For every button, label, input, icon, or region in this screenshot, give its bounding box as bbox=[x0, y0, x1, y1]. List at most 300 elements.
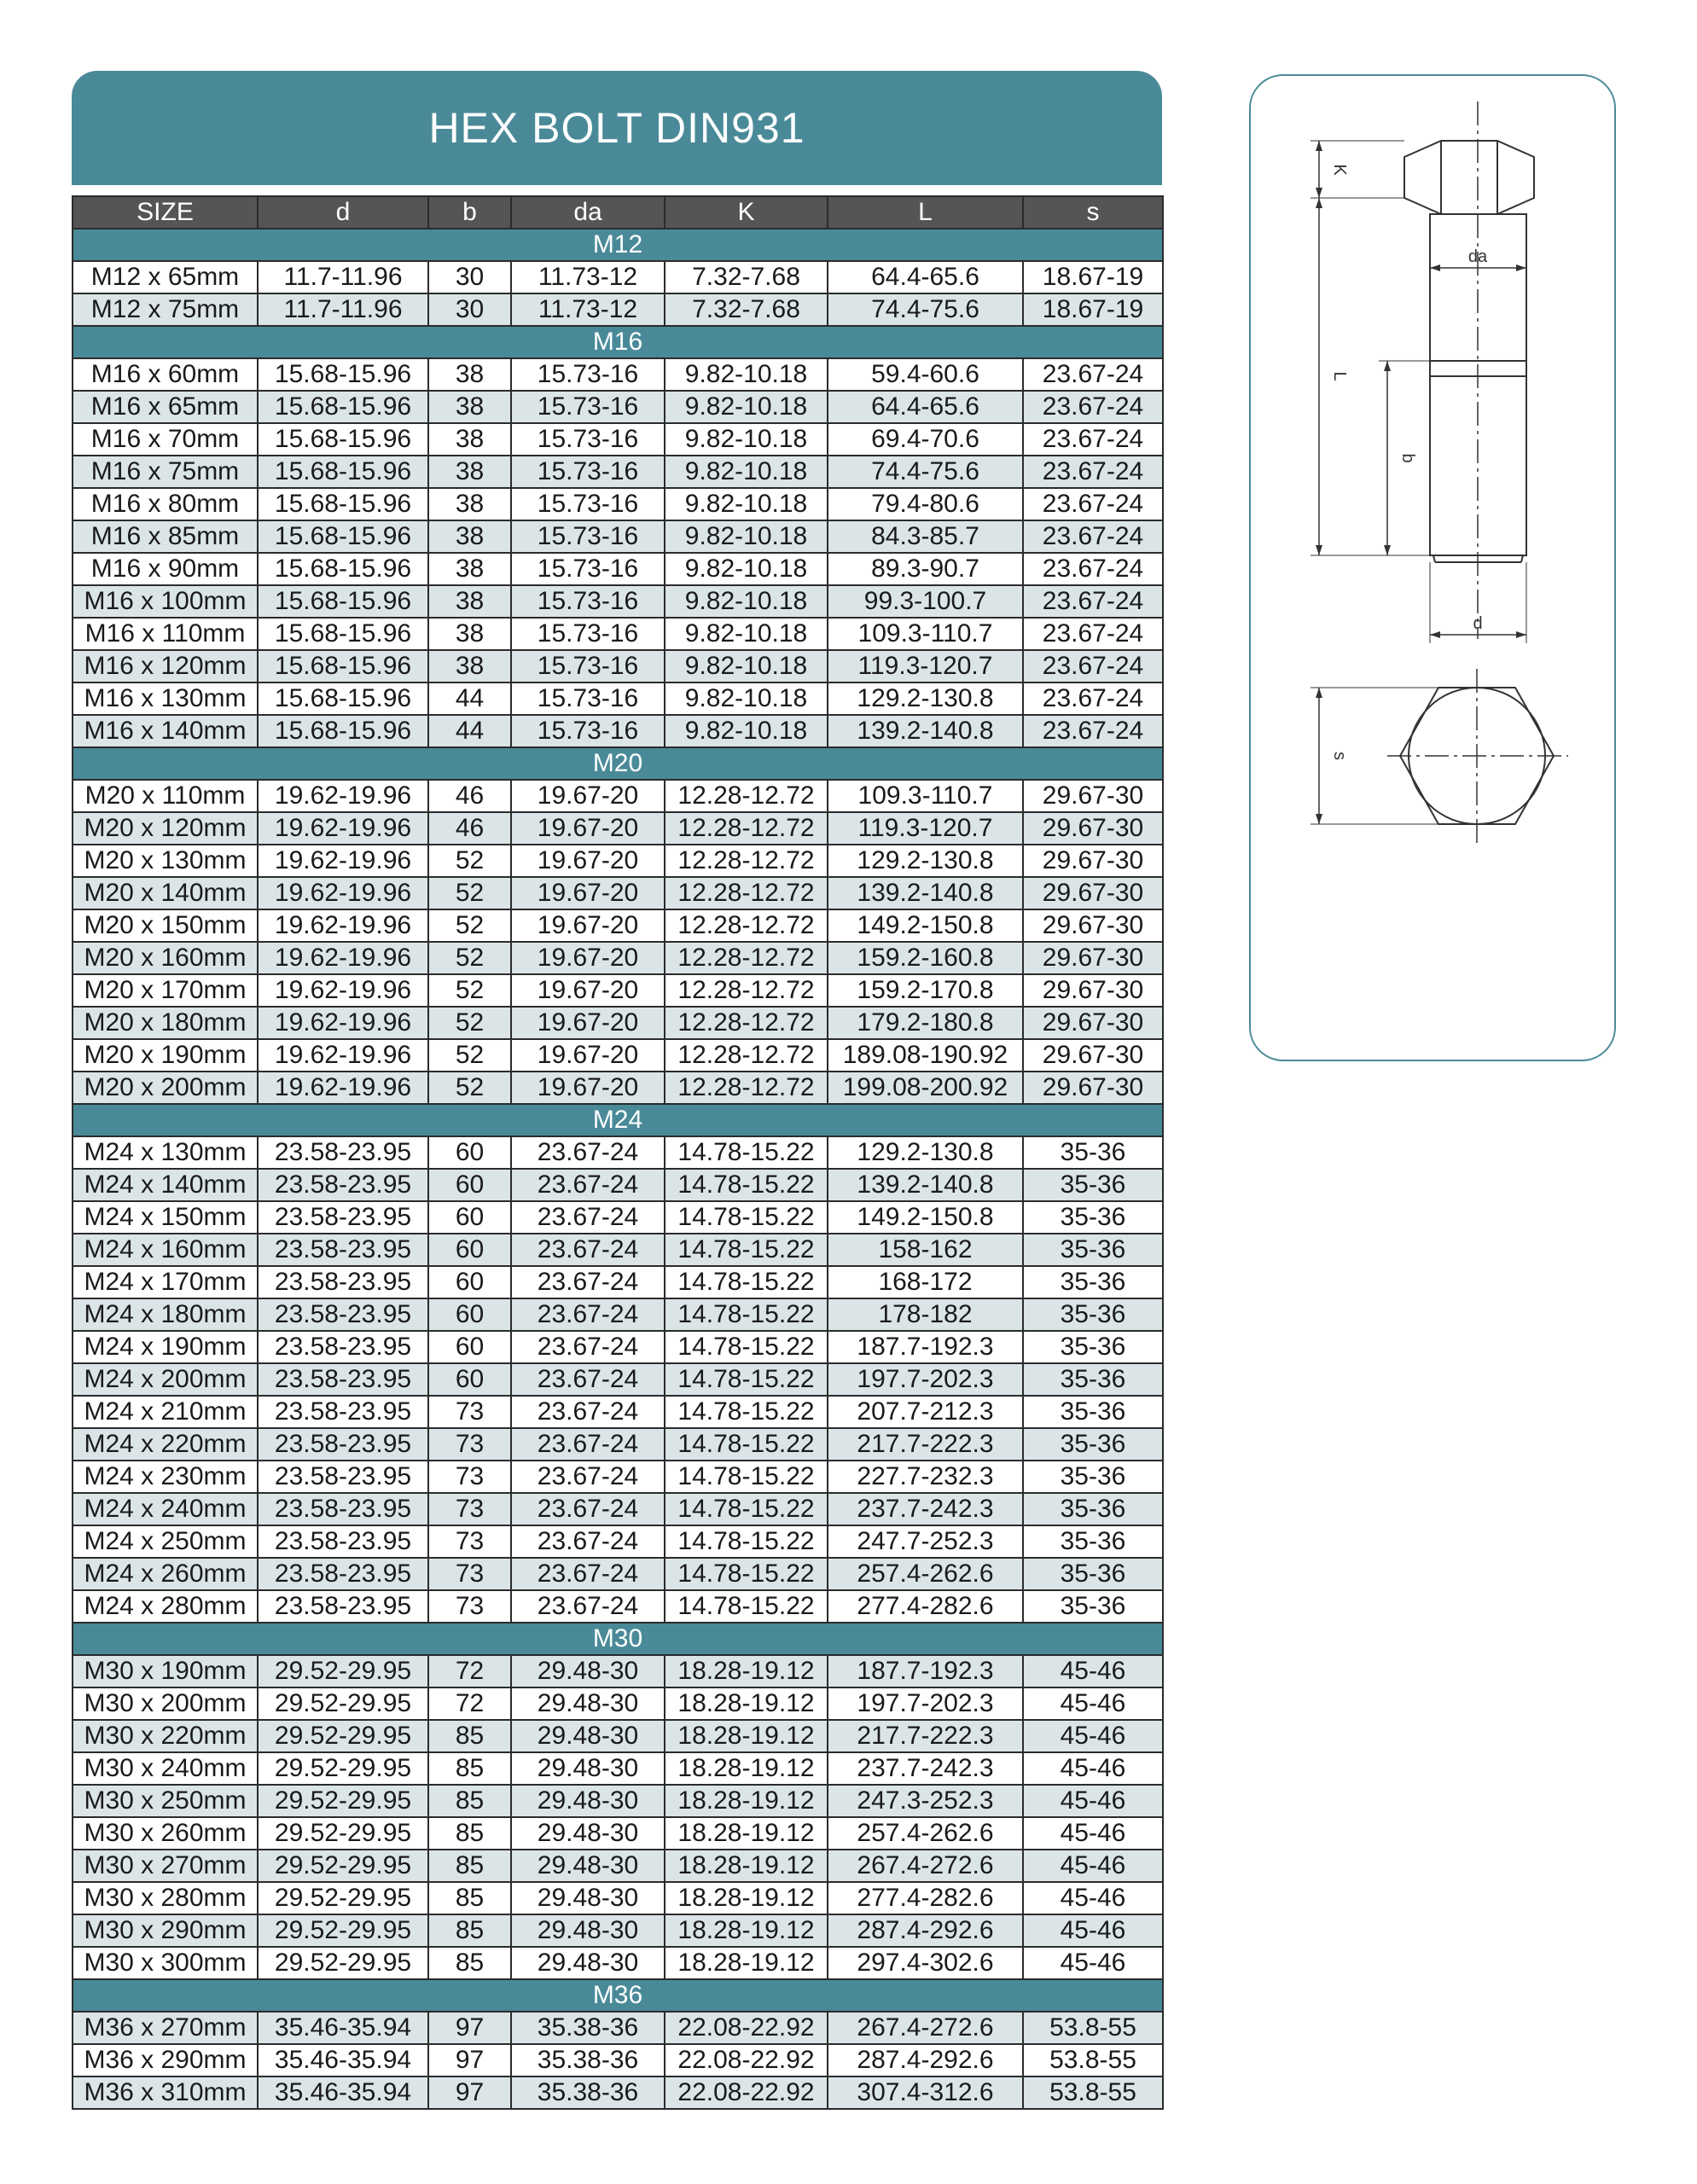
table-row bbox=[73, 2012, 1163, 2044]
col-header-b: b bbox=[428, 196, 511, 229]
cell-k: 12.28-12.72 bbox=[665, 877, 828, 909]
cell-d: 19.62-19.96 bbox=[258, 780, 428, 812]
cell-l: 119.3-120.7 bbox=[828, 650, 1023, 682]
cell-k: 14.78-15.22 bbox=[665, 1493, 828, 1525]
cell-s: 29.67-30 bbox=[1023, 1072, 1163, 1104]
cell-k: 14.78-15.22 bbox=[665, 1525, 828, 1558]
cell-da: 23.67-24 bbox=[511, 1266, 665, 1298]
cell-k: 12.28-12.72 bbox=[665, 780, 828, 812]
cell-k: 22.08-22.92 bbox=[665, 2044, 828, 2077]
cell-s: 29.67-30 bbox=[1023, 1039, 1163, 1072]
cell-s: 23.67-24 bbox=[1023, 391, 1163, 423]
dim-label-l: L bbox=[1330, 371, 1349, 381]
cell-d: 19.62-19.96 bbox=[258, 877, 428, 909]
col-header-d: d bbox=[258, 196, 428, 229]
cell-k: 7.32-7.68 bbox=[665, 293, 828, 326]
cell-size: M20 x 200mm bbox=[73, 1072, 258, 1104]
cell-d: 23.58-23.95 bbox=[258, 1234, 428, 1266]
cell-l: 64.4-65.6 bbox=[828, 391, 1023, 423]
cell-s: 35-36 bbox=[1023, 1525, 1163, 1558]
cell-da: 15.73-16 bbox=[511, 715, 665, 747]
cell-b: 85 bbox=[428, 1817, 511, 1850]
cell-k: 9.82-10.18 bbox=[665, 456, 828, 488]
cell-k: 18.28-19.12 bbox=[665, 1720, 828, 1752]
cell-s: 35-36 bbox=[1023, 1266, 1163, 1298]
cell-d: 19.62-19.96 bbox=[258, 974, 428, 1007]
cell-b: 52 bbox=[428, 845, 511, 877]
cell-k: 14.78-15.22 bbox=[665, 1590, 828, 1623]
cell-da: 29.48-30 bbox=[511, 1817, 665, 1850]
cell-d: 19.62-19.96 bbox=[258, 1039, 428, 1072]
cell-d: 29.52-29.95 bbox=[258, 1914, 428, 1947]
group-header-row bbox=[73, 326, 1163, 358]
cell-da: 19.67-20 bbox=[511, 974, 665, 1007]
cell-size: M30 x 300mm bbox=[73, 1947, 258, 1979]
cell-d: 29.52-29.95 bbox=[258, 1850, 428, 1882]
table-row bbox=[73, 682, 1163, 715]
cell-b: 52 bbox=[428, 942, 511, 974]
cell-b: 60 bbox=[428, 1363, 511, 1396]
cell-b: 30 bbox=[428, 261, 511, 293]
table-row bbox=[73, 488, 1163, 520]
cell-size: M30 x 290mm bbox=[73, 1914, 258, 1947]
cell-b: 52 bbox=[428, 1007, 511, 1039]
cell-size: M16 x 130mm bbox=[73, 682, 258, 715]
cell-s: 18.67-19 bbox=[1023, 293, 1163, 326]
cell-k: 9.82-10.18 bbox=[665, 520, 828, 553]
cell-s: 23.67-24 bbox=[1023, 553, 1163, 585]
cell-s: 23.67-24 bbox=[1023, 585, 1163, 618]
group-header-row bbox=[73, 1623, 1163, 1655]
cell-k: 14.78-15.22 bbox=[665, 1234, 828, 1266]
cell-b: 52 bbox=[428, 974, 511, 1007]
group-header-row bbox=[73, 747, 1163, 780]
cell-k: 18.28-19.12 bbox=[665, 1817, 828, 1850]
cell-da: 35.38-36 bbox=[511, 2077, 665, 2109]
cell-l: 139.2-140.8 bbox=[828, 1169, 1023, 1201]
cell-k: 14.78-15.22 bbox=[665, 1136, 828, 1169]
cell-l: 74.4-75.6 bbox=[828, 456, 1023, 488]
cell-b: 97 bbox=[428, 2044, 511, 2077]
dim-label-s: s bbox=[1330, 752, 1349, 760]
cell-k: 18.28-19.12 bbox=[665, 1655, 828, 1687]
cell-da: 19.67-20 bbox=[511, 1007, 665, 1039]
cell-size: M30 x 250mm bbox=[73, 1785, 258, 1817]
cell-d: 23.58-23.95 bbox=[258, 1461, 428, 1493]
cell-s: 45-46 bbox=[1023, 1914, 1163, 1947]
cell-size: M24 x 190mm bbox=[73, 1331, 258, 1363]
table-row bbox=[73, 1428, 1163, 1461]
cell-k: 9.82-10.18 bbox=[665, 488, 828, 520]
table-row bbox=[73, 358, 1163, 391]
cell-d: 15.68-15.96 bbox=[258, 618, 428, 650]
cell-s: 29.67-30 bbox=[1023, 877, 1163, 909]
table-row bbox=[73, 585, 1163, 618]
cell-size: M16 x 65mm bbox=[73, 391, 258, 423]
title-banner bbox=[72, 71, 1162, 185]
cell-b: 44 bbox=[428, 682, 511, 715]
cell-b: 46 bbox=[428, 812, 511, 845]
cell-d: 15.68-15.96 bbox=[258, 585, 428, 618]
cell-size: M20 x 190mm bbox=[73, 1039, 258, 1072]
table-row bbox=[73, 1136, 1163, 1169]
cell-k: 12.28-12.72 bbox=[665, 845, 828, 877]
cell-l: 187.7-192.3 bbox=[828, 1331, 1023, 1363]
cell-l: 247.7-252.3 bbox=[828, 1525, 1023, 1558]
cell-size: M24 x 240mm bbox=[73, 1493, 258, 1525]
cell-da: 35.38-36 bbox=[511, 2012, 665, 2044]
cell-size: M30 x 190mm bbox=[73, 1655, 258, 1687]
group-title: M12 bbox=[73, 229, 1163, 261]
dim-label-da: da bbox=[1467, 247, 1488, 266]
cell-b: 44 bbox=[428, 715, 511, 747]
cell-s: 35-36 bbox=[1023, 1201, 1163, 1234]
cell-l: 149.2-150.8 bbox=[828, 909, 1023, 942]
cell-l: 247.3-252.3 bbox=[828, 1785, 1023, 1817]
cell-s: 23.67-24 bbox=[1023, 488, 1163, 520]
table-row bbox=[73, 1396, 1163, 1428]
cell-b: 38 bbox=[428, 456, 511, 488]
cell-da: 23.67-24 bbox=[511, 1396, 665, 1428]
cell-k: 12.28-12.72 bbox=[665, 1007, 828, 1039]
cell-l: 277.4-282.6 bbox=[828, 1590, 1023, 1623]
table-row bbox=[73, 1461, 1163, 1493]
cell-b: 97 bbox=[428, 2012, 511, 2044]
cell-l: 227.7-232.3 bbox=[828, 1461, 1023, 1493]
cell-d: 29.52-29.95 bbox=[258, 1720, 428, 1752]
cell-size: M30 x 200mm bbox=[73, 1687, 258, 1720]
table-row bbox=[73, 1201, 1163, 1234]
table-row bbox=[73, 1785, 1163, 1817]
cell-l: 74.4-75.6 bbox=[828, 293, 1023, 326]
cell-l: 149.2-150.8 bbox=[828, 1201, 1023, 1234]
cell-d: 11.7-11.96 bbox=[258, 293, 428, 326]
table-row bbox=[73, 423, 1163, 456]
cell-size: M24 x 200mm bbox=[73, 1363, 258, 1396]
cell-s: 35-36 bbox=[1023, 1331, 1163, 1363]
table-row bbox=[73, 650, 1163, 682]
cell-da: 11.73-12 bbox=[511, 293, 665, 326]
cell-b: 85 bbox=[428, 1947, 511, 1979]
cell-size: M16 x 60mm bbox=[73, 358, 258, 391]
cell-da: 23.67-24 bbox=[511, 1136, 665, 1169]
table-row bbox=[73, 1590, 1163, 1623]
cell-l: 187.7-192.3 bbox=[828, 1655, 1023, 1687]
cell-k: 18.28-19.12 bbox=[665, 1850, 828, 1882]
cell-d: 15.68-15.96 bbox=[258, 520, 428, 553]
cell-da: 29.48-30 bbox=[511, 1752, 665, 1785]
cell-s: 29.67-30 bbox=[1023, 845, 1163, 877]
cell-d: 23.58-23.95 bbox=[258, 1136, 428, 1169]
table-row bbox=[73, 1007, 1163, 1039]
cell-l: 237.7-242.3 bbox=[828, 1752, 1023, 1785]
cell-size: M20 x 170mm bbox=[73, 974, 258, 1007]
cell-b: 60 bbox=[428, 1234, 511, 1266]
cell-k: 18.28-19.12 bbox=[665, 1882, 828, 1914]
table-row bbox=[73, 1169, 1163, 1201]
cell-d: 11.7-11.96 bbox=[258, 261, 428, 293]
cell-da: 29.48-30 bbox=[511, 1882, 665, 1914]
cell-s: 35-36 bbox=[1023, 1590, 1163, 1623]
cell-d: 35.46-35.94 bbox=[258, 2077, 428, 2109]
cell-s: 29.67-30 bbox=[1023, 812, 1163, 845]
cell-k: 18.28-19.12 bbox=[665, 1687, 828, 1720]
cell-s: 45-46 bbox=[1023, 1752, 1163, 1785]
cell-l: 64.4-65.6 bbox=[828, 261, 1023, 293]
cell-size: M24 x 150mm bbox=[73, 1201, 258, 1234]
cell-s: 35-36 bbox=[1023, 1493, 1163, 1525]
cell-l: 79.4-80.6 bbox=[828, 488, 1023, 520]
cell-k: 14.78-15.22 bbox=[665, 1428, 828, 1461]
cell-d: 19.62-19.96 bbox=[258, 845, 428, 877]
cell-d: 19.62-19.96 bbox=[258, 909, 428, 942]
table-row bbox=[73, 293, 1163, 326]
cell-s: 45-46 bbox=[1023, 1720, 1163, 1752]
cell-l: 119.3-120.7 bbox=[828, 812, 1023, 845]
cell-k: 14.78-15.22 bbox=[665, 1363, 828, 1396]
cell-b: 52 bbox=[428, 909, 511, 942]
cell-d: 23.58-23.95 bbox=[258, 1331, 428, 1363]
table-row bbox=[73, 715, 1163, 747]
cell-size: M36 x 290mm bbox=[73, 2044, 258, 2077]
cell-k: 9.82-10.18 bbox=[665, 358, 828, 391]
bolt-diagram bbox=[1249, 74, 1616, 1061]
bolt-head-shape bbox=[1404, 141, 1534, 214]
cell-da: 29.48-30 bbox=[511, 1947, 665, 1979]
group-title: M36 bbox=[73, 1979, 1163, 2012]
cell-s: 23.67-24 bbox=[1023, 423, 1163, 456]
cell-size: M24 x 230mm bbox=[73, 1461, 258, 1493]
cell-s: 45-46 bbox=[1023, 1850, 1163, 1882]
cell-l: 129.2-130.8 bbox=[828, 682, 1023, 715]
cell-s: 35-36 bbox=[1023, 1363, 1163, 1396]
table-row bbox=[73, 1752, 1163, 1785]
table-row bbox=[73, 1720, 1163, 1752]
cell-k: 14.78-15.22 bbox=[665, 1396, 828, 1428]
cell-s: 35-36 bbox=[1023, 1461, 1163, 1493]
cell-d: 15.68-15.96 bbox=[258, 456, 428, 488]
table-row bbox=[73, 261, 1163, 293]
cell-size: M16 x 120mm bbox=[73, 650, 258, 682]
cell-d: 29.52-29.95 bbox=[258, 1752, 428, 1785]
cell-d: 15.68-15.96 bbox=[258, 488, 428, 520]
cell-k: 18.28-19.12 bbox=[665, 1752, 828, 1785]
cell-size: M30 x 260mm bbox=[73, 1817, 258, 1850]
cell-b: 52 bbox=[428, 877, 511, 909]
cell-s: 53.8-55 bbox=[1023, 2077, 1163, 2109]
cell-b: 73 bbox=[428, 1590, 511, 1623]
cell-b: 73 bbox=[428, 1525, 511, 1558]
col-header-k: K bbox=[665, 196, 828, 229]
cell-s: 23.67-24 bbox=[1023, 650, 1163, 682]
cell-s: 23.67-24 bbox=[1023, 456, 1163, 488]
cell-da: 19.67-20 bbox=[511, 1039, 665, 1072]
cell-da: 15.73-16 bbox=[511, 650, 665, 682]
table-row bbox=[73, 1493, 1163, 1525]
cell-l: 84.3-85.7 bbox=[828, 520, 1023, 553]
table-row bbox=[73, 520, 1163, 553]
cell-size: M20 x 110mm bbox=[73, 780, 258, 812]
cell-b: 38 bbox=[428, 488, 511, 520]
cell-b: 73 bbox=[428, 1493, 511, 1525]
cell-l: 139.2-140.8 bbox=[828, 877, 1023, 909]
cell-b: 73 bbox=[428, 1396, 511, 1428]
cell-k: 9.82-10.18 bbox=[665, 715, 828, 747]
cell-k: 14.78-15.22 bbox=[665, 1201, 828, 1234]
cell-size: M30 x 240mm bbox=[73, 1752, 258, 1785]
cell-k: 9.82-10.18 bbox=[665, 423, 828, 456]
cell-k: 12.28-12.72 bbox=[665, 909, 828, 942]
cell-da: 23.67-24 bbox=[511, 1234, 665, 1266]
cell-d: 15.68-15.96 bbox=[258, 358, 428, 391]
cell-d: 23.58-23.95 bbox=[258, 1590, 428, 1623]
cell-da: 19.67-20 bbox=[511, 1072, 665, 1104]
cell-l: 109.3-110.7 bbox=[828, 618, 1023, 650]
cell-b: 85 bbox=[428, 1785, 511, 1817]
cell-s: 29.67-30 bbox=[1023, 909, 1163, 942]
cell-s: 53.8-55 bbox=[1023, 2044, 1163, 2077]
cell-k: 9.82-10.18 bbox=[665, 650, 828, 682]
cell-l: 307.4-312.6 bbox=[828, 2077, 1023, 2109]
table-row bbox=[73, 618, 1163, 650]
cell-d: 15.68-15.96 bbox=[258, 715, 428, 747]
cell-b: 85 bbox=[428, 1914, 511, 1947]
cell-d: 29.52-29.95 bbox=[258, 1817, 428, 1850]
cell-l: 89.3-90.7 bbox=[828, 553, 1023, 585]
cell-size: M16 x 140mm bbox=[73, 715, 258, 747]
cell-d: 23.58-23.95 bbox=[258, 1169, 428, 1201]
cell-d: 15.68-15.96 bbox=[258, 553, 428, 585]
cell-k: 18.28-19.12 bbox=[665, 1785, 828, 1817]
cell-da: 23.67-24 bbox=[511, 1493, 665, 1525]
cell-b: 72 bbox=[428, 1687, 511, 1720]
table-row bbox=[73, 1882, 1163, 1914]
cell-k: 18.28-19.12 bbox=[665, 1947, 828, 1979]
cell-k: 14.78-15.22 bbox=[665, 1169, 828, 1201]
cell-l: 178-182 bbox=[828, 1298, 1023, 1331]
cell-l: 207.7-212.3 bbox=[828, 1396, 1023, 1428]
table-row bbox=[73, 1914, 1163, 1947]
cell-da: 15.73-16 bbox=[511, 456, 665, 488]
cell-l: 168-172 bbox=[828, 1266, 1023, 1298]
cell-size: M30 x 220mm bbox=[73, 1720, 258, 1752]
cell-d: 23.58-23.95 bbox=[258, 1428, 428, 1461]
group-title: M30 bbox=[73, 1623, 1163, 1655]
cell-da: 19.67-20 bbox=[511, 942, 665, 974]
cell-b: 73 bbox=[428, 1558, 511, 1590]
group-header-row bbox=[73, 1979, 1163, 2012]
cell-l: 287.4-292.6 bbox=[828, 2044, 1023, 2077]
cell-s: 35-36 bbox=[1023, 1558, 1163, 1590]
cell-size: M24 x 220mm bbox=[73, 1428, 258, 1461]
cell-da: 19.67-20 bbox=[511, 845, 665, 877]
cell-size: M20 x 130mm bbox=[73, 845, 258, 877]
cell-d: 19.62-19.96 bbox=[258, 1007, 428, 1039]
cell-s: 45-46 bbox=[1023, 1882, 1163, 1914]
cell-da: 19.67-20 bbox=[511, 909, 665, 942]
cell-s: 35-36 bbox=[1023, 1234, 1163, 1266]
cell-b: 38 bbox=[428, 650, 511, 682]
cell-s: 23.67-24 bbox=[1023, 682, 1163, 715]
cell-b: 60 bbox=[428, 1169, 511, 1201]
cell-da: 35.38-36 bbox=[511, 2044, 665, 2077]
cell-da: 15.73-16 bbox=[511, 682, 665, 715]
cell-b: 85 bbox=[428, 1882, 511, 1914]
cell-l: 159.2-170.8 bbox=[828, 974, 1023, 1007]
cell-s: 23.67-24 bbox=[1023, 715, 1163, 747]
cell-da: 23.67-24 bbox=[511, 1461, 665, 1493]
cell-d: 19.62-19.96 bbox=[258, 1072, 428, 1104]
cell-s: 29.67-30 bbox=[1023, 974, 1163, 1007]
cell-da: 15.73-16 bbox=[511, 358, 665, 391]
cell-da: 15.73-16 bbox=[511, 553, 665, 585]
table-body bbox=[73, 229, 1163, 2109]
table-header-row bbox=[73, 196, 1163, 229]
table-row bbox=[73, 1687, 1163, 1720]
table-row bbox=[73, 1655, 1163, 1687]
cell-da: 15.73-16 bbox=[511, 618, 665, 650]
cell-size: M20 x 160mm bbox=[73, 942, 258, 974]
cell-l: 139.2-140.8 bbox=[828, 715, 1023, 747]
cell-b: 60 bbox=[428, 1201, 511, 1234]
cell-size: M20 x 150mm bbox=[73, 909, 258, 942]
col-header-size: SIZE bbox=[73, 196, 258, 229]
cell-da: 15.73-16 bbox=[511, 585, 665, 618]
cell-da: 11.73-12 bbox=[511, 261, 665, 293]
cell-da: 15.73-16 bbox=[511, 423, 665, 456]
cell-s: 29.67-30 bbox=[1023, 1007, 1163, 1039]
cell-k: 9.82-10.18 bbox=[665, 585, 828, 618]
cell-k: 22.08-22.92 bbox=[665, 2077, 828, 2109]
cell-size: M16 x 70mm bbox=[73, 423, 258, 456]
cell-size: M24 x 210mm bbox=[73, 1396, 258, 1428]
table-row bbox=[73, 456, 1163, 488]
col-header-s: s bbox=[1023, 196, 1163, 229]
cell-l: 159.2-160.8 bbox=[828, 942, 1023, 974]
table-row bbox=[73, 877, 1163, 909]
cell-l: 129.2-130.8 bbox=[828, 845, 1023, 877]
cell-k: 7.32-7.68 bbox=[665, 261, 828, 293]
cell-b: 46 bbox=[428, 780, 511, 812]
cell-l: 257.4-262.6 bbox=[828, 1558, 1023, 1590]
table-row bbox=[73, 391, 1163, 423]
table-row bbox=[73, 1558, 1163, 1590]
cell-l: 99.3-100.7 bbox=[828, 585, 1023, 618]
cell-d: 23.58-23.95 bbox=[258, 1363, 428, 1396]
cell-l: 217.7-222.3 bbox=[828, 1428, 1023, 1461]
page-title: HEX BOLT DIN931 bbox=[428, 104, 805, 152]
table-row bbox=[73, 2044, 1163, 2077]
cell-d: 35.46-35.94 bbox=[258, 2012, 428, 2044]
cell-da: 15.73-16 bbox=[511, 520, 665, 553]
cell-s: 35-36 bbox=[1023, 1298, 1163, 1331]
cell-size: M16 x 75mm bbox=[73, 456, 258, 488]
cell-k: 14.78-15.22 bbox=[665, 1461, 828, 1493]
cell-da: 29.48-30 bbox=[511, 1850, 665, 1882]
cell-da: 23.67-24 bbox=[511, 1525, 665, 1558]
bolt-drawing bbox=[1251, 76, 1618, 1063]
table-row bbox=[73, 1850, 1163, 1882]
cell-size: M24 x 130mm bbox=[73, 1136, 258, 1169]
cell-d: 15.68-15.96 bbox=[258, 423, 428, 456]
cell-b: 85 bbox=[428, 1752, 511, 1785]
table-row bbox=[73, 1039, 1163, 1072]
table-row bbox=[73, 553, 1163, 585]
cell-size: M24 x 160mm bbox=[73, 1234, 258, 1266]
cell-d: 23.58-23.95 bbox=[258, 1201, 428, 1234]
table-row bbox=[73, 1331, 1163, 1363]
cell-da: 23.67-24 bbox=[511, 1590, 665, 1623]
